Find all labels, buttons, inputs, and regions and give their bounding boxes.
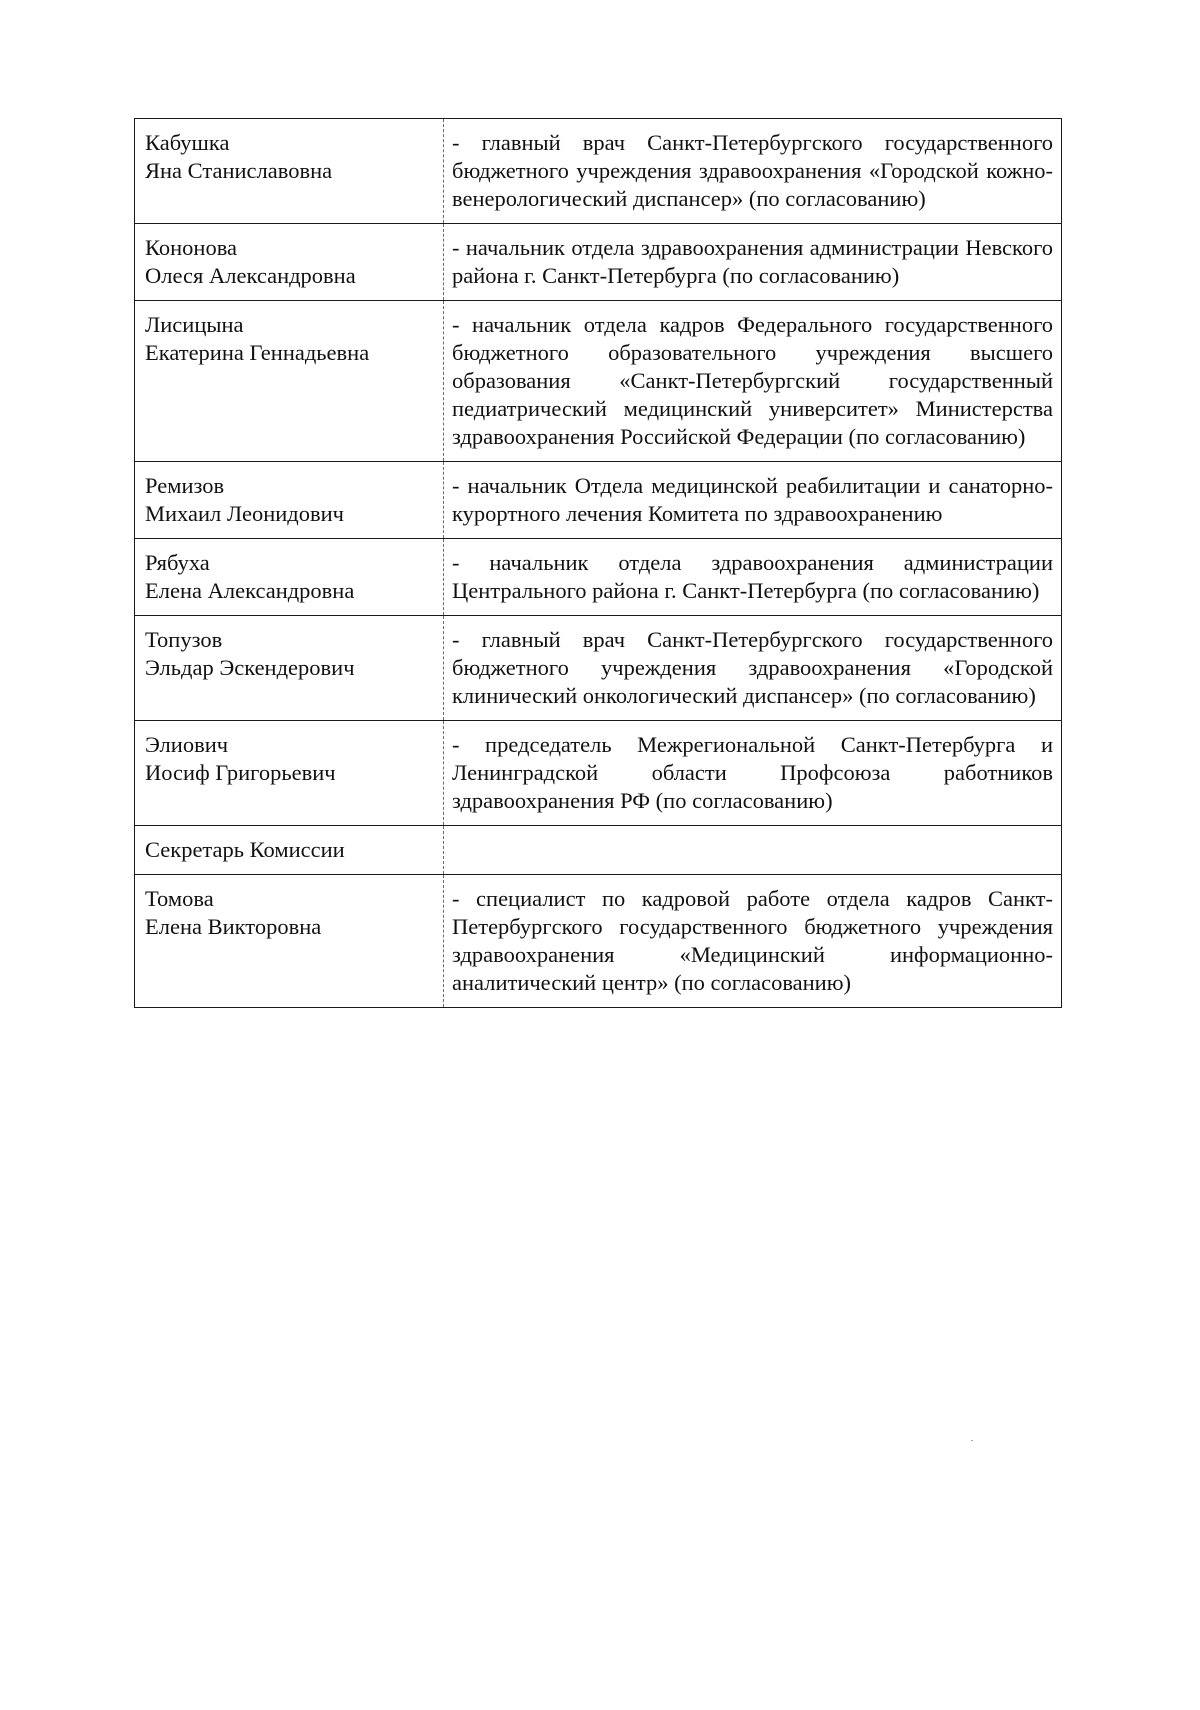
member-role: - главный врач Санкт-Петербургского государственного бюджетного учреждения здравоохранения «Городской кожно-венерологический диспансер» (по согласованию) [444,119,1062,224]
table-row [135,826,1062,875]
member-name-cell [135,224,444,301]
table-row [135,119,1062,224]
member-role: - начальник отдела здравоохранения администрации Невского района г. Санкт-Петербурга (по согласованию) [444,224,1062,301]
member-given-names: Екатерина Геннадьевна [145,340,370,365]
member-given-names: Иосиф Григорьевич [145,760,336,785]
table-row [135,301,1062,462]
member-role: - начальник отдела кадров Федерального государственного бюджетного образовательного учреждения высшего образования «Санкт-Петербургский государственный педиатрический медицинский университет» Министерства здравоохранения Российской Федерации (по согласованию) [444,301,1062,462]
member-name-cell [135,539,444,616]
secretary-heading: Секретарь Комиссии [145,837,345,862]
member-role: - специалист по кадровой работе отдела кадров Санкт-Петербургского государственного бюджетного учреждения здравоохранения «Медицинский информационно-аналитический центр» (по согласованию) [444,875,1062,1008]
section-heading-cell [135,826,444,875]
table-row [135,721,1062,826]
member-surname: Кононова [145,235,238,260]
member-name-cell [135,462,444,539]
member-surname: Ремизов [145,473,225,498]
member-role [444,826,1062,875]
member-role: - главный врач Санкт-Петербургского государственного бюджетного учреждения здравоохранения «Городской клинический онкологический диспансер» (по согласованию) [444,616,1062,721]
member-name-cell [135,721,444,826]
member-surname: Элиович [145,732,229,757]
member-given-names: Олеся Александровна [145,263,356,288]
table-row [135,224,1062,301]
member-name-cell [135,875,444,1008]
member-role: - председатель Межрегиональной Санкт-Петербурга и Ленинградской области Профсоюза работников здравоохранения РФ (по согласованию) [444,721,1062,826]
member-name-cell [135,301,444,462]
member-surname: Рябуха [145,550,210,575]
member-name-cell [135,119,444,224]
member-given-names: Яна Станиславовна [145,158,333,183]
member-role: - начальник отдела здравоохранения администрации Центрального района г. Санкт-Петербурга (по согласованию) [444,539,1062,616]
member-given-names: Елена Викторовна [145,914,322,939]
member-surname: Кабушка [145,130,230,155]
member-surname: Томова [145,886,214,911]
member-name-cell [135,616,444,721]
member-surname: Топузов [145,627,223,652]
member-given-names: Михаил Леонидович [145,501,344,526]
member-given-names: Елена Александровна [145,578,355,603]
table-row [135,539,1062,616]
table-row [135,462,1062,539]
member-role: - начальник Отдела медицинской реабилитации и санаторно-курортного лечения Комитета по здравоохранению [444,462,1062,539]
scan-speck [971,1440,973,1441]
table-row [135,616,1062,721]
member-given-names: Эльдар Эскендерович [145,655,355,680]
table-row [135,875,1062,1008]
commission-members-table [134,118,1062,1008]
member-surname: Лисицына [145,312,244,337]
